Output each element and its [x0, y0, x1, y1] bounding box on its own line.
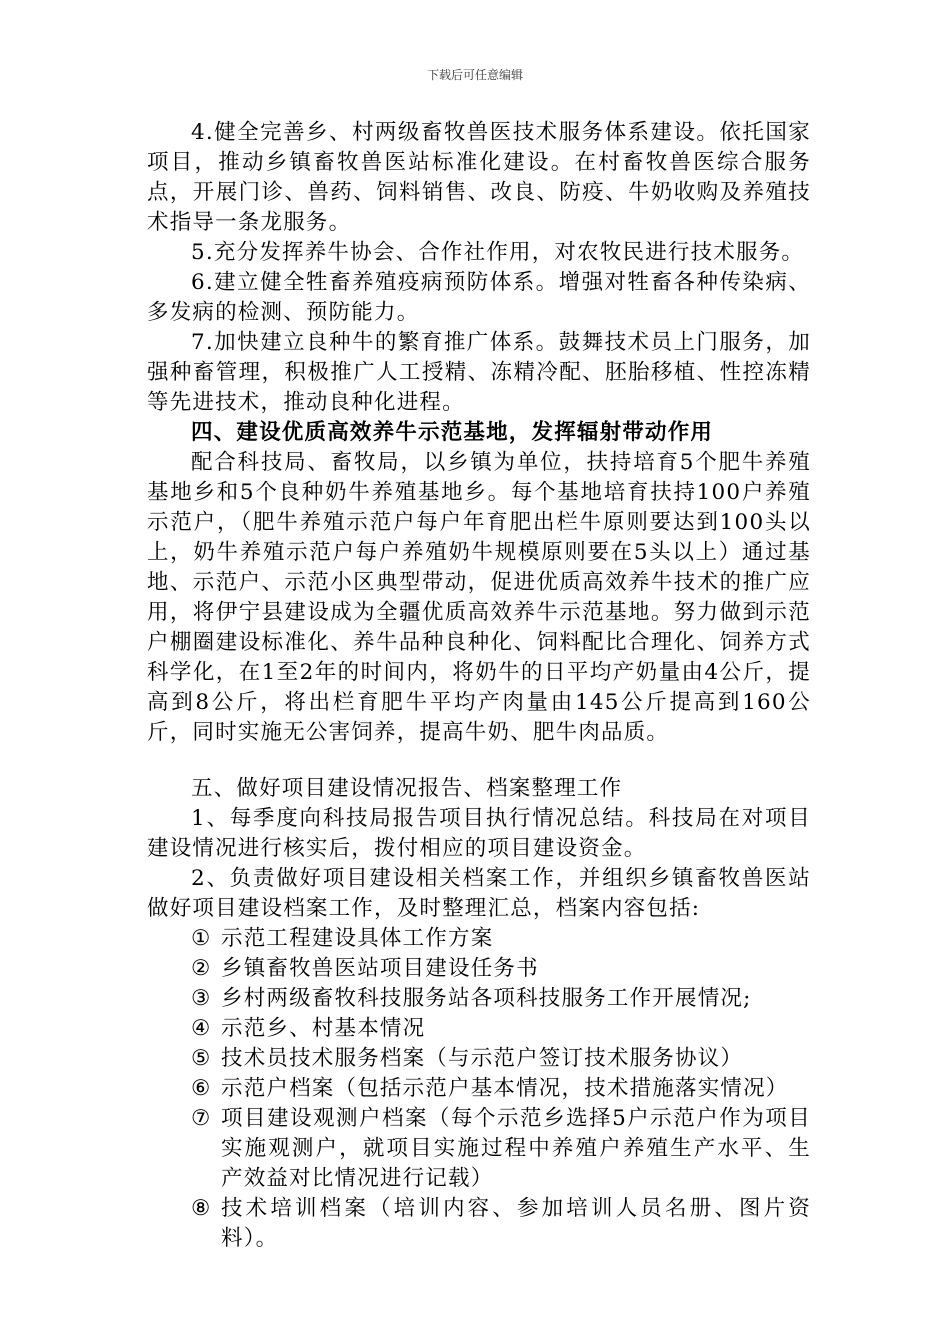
list-item-text: 项目建设观测户档案（每个示范乡选择5户示范户作为项目实施观测户，就项目实施过程中养殖户养殖生产水平、生产效益对比情况进行记载） — [221, 1106, 811, 1191]
section-5-heading: 五、做好项目建设情况报告、档案整理工作 — [191, 776, 623, 801]
list-item — [147, 1044, 811, 1074]
list-item-number: ② — [191, 956, 212, 981]
list-item-number: ④ — [191, 1016, 212, 1041]
list-item — [147, 1194, 811, 1254]
paragraph-item-5: 5.充分发挥养牛协会、合作社作用，对农牧民进行技术服务。 — [191, 240, 805, 265]
section-5-paragraph-1: 1、每季度向科技局报告项目执行情况总结。科技局在对项目建设情况进行核实后，拨付相应的项目建设资金。 — [147, 806, 811, 861]
section-4-paragraph: 配合科技局、畜牧局，以乡镇为单位，扶持培育5个肥牛养殖基地乡和5个良种奶牛养殖基地乡。每个基地培育扶持100户养殖示范户，（肥牛养殖示范户每户年育肥出栏牛原则要达到100头以上，奶牛养殖示范户每户养殖奶牛规模原则要在5头以上）通过基地、示范户、示范小区典型带动，促进优质高效养牛技术的推广应用，将伊宁县建设成为全疆优质高效养牛示范基地。努力做到示范户棚圈建设标准化、养牛品种良种化、饲料配比合理化、饲养方式科学化，在1至2年的时间内，将奶牛的日平均产奶量由4公斤，提高到8公斤，将出栏育肥牛平均产肉量由145公斤提高到160公斤，同时实施无公害饲养，提高牛奶、肥牛肉品质。 — [147, 450, 811, 745]
section-4-heading: 四、建设优质高效养牛示范基地，发挥辐射带动作用 — [191, 420, 714, 445]
list-item — [147, 924, 811, 954]
list-item-number: ③ — [191, 986, 212, 1011]
list-item-text: 乡镇畜牧兽医站项目建设任务书 — [221, 956, 539, 981]
list-item — [147, 1074, 811, 1104]
paragraph-item-6: 6.建立健全牲畜养殖疫病预防体系。增强对牲畜各种传染病、多发病的检测、预防能力。 — [147, 270, 811, 325]
list-item-text: 示范乡、村基本情况 — [221, 1016, 426, 1041]
list-item — [147, 954, 811, 984]
paragraph-item-7: 7.加快建立良种牛的繁育推广体系。鼓舞技术员上门服务，加强种畜管理，积极推广人工授精、冻精冷配、胚胎移植、性控冻精等先进技术，推动良种化进程。 — [147, 330, 811, 415]
list-item-number: ⑧ — [191, 1196, 212, 1221]
list-item-text: 示范户档案（包括示范户基本情况，技术措施落实情况） — [221, 1076, 789, 1101]
list-item — [147, 1014, 811, 1044]
list-item-text: 示范工程建设具体工作方案 — [221, 926, 494, 951]
list-item-text: 乡村两级畜牧科技服务站各项科技服务工作开展情况; — [221, 986, 752, 1011]
list-item-text: 技术员技术服务档案（与示范户签订技术服务协议） — [221, 1046, 744, 1071]
archive-contents-list — [147, 924, 811, 1254]
document-body — [147, 118, 811, 1254]
list-item — [147, 1104, 811, 1194]
list-item-number: ⑤ — [191, 1046, 212, 1071]
page-header-note: 下载后可任意编辑 — [426, 68, 523, 82]
section-5-paragraph-2: 2、负责做好项目建设相关档案工作，并组织乡镇畜牧兽医站做好项目建设档案工作，及时整理汇总，档案内容包括: — [147, 866, 811, 921]
list-item-number: ① — [191, 926, 212, 951]
list-item-number: ⑦ — [191, 1106, 212, 1131]
list-item-text: 技术培训档案（培训内容、参加培训人员名册、图片资料）。 — [221, 1196, 811, 1251]
list-item — [147, 984, 811, 1014]
paragraph-item-4: 4.健全完善乡、村两级畜牧兽医技术服务体系建设。依托国家项目，推动乡镇畜牧兽医站标准化建设。在村畜牧兽医综合服务点，开展门诊、兽药、饲料销售、改良、防疫、牛奶收购及养殖技术指导一条龙服务。 — [147, 120, 811, 235]
list-item-number: ⑥ — [191, 1076, 212, 1101]
